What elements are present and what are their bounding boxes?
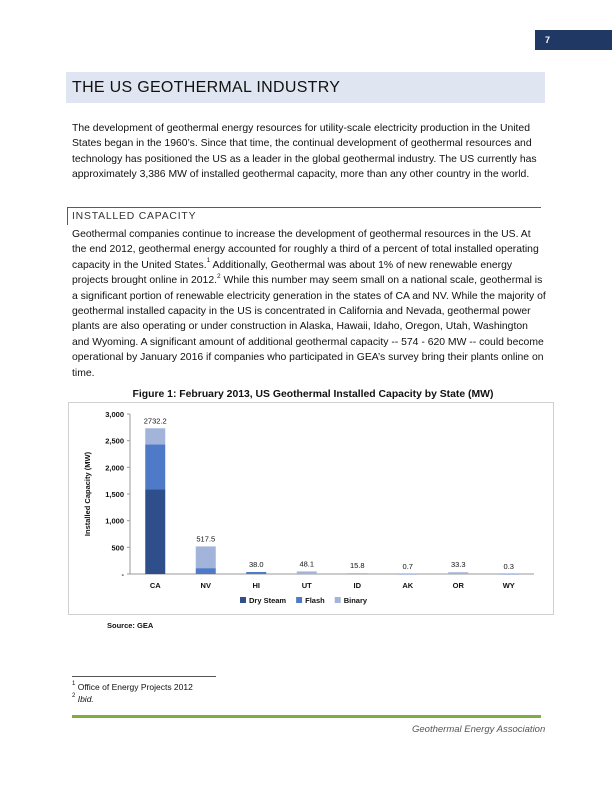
- section-rule: [67, 207, 541, 208]
- footnote-2: [72, 694, 94, 704]
- bar-segment-ca-binary: [145, 428, 165, 444]
- x-tick-label: WY: [502, 581, 515, 590]
- section-title: INSTALLED CAPACITY: [72, 211, 197, 222]
- footnote-1-text: Office of Energy Projects 2012: [77, 682, 193, 692]
- footnote-rule: [72, 676, 216, 677]
- footer-rule: [72, 715, 541, 718]
- bar-segment-ca-flash: [145, 444, 165, 489]
- bar-segment-nv-flash: [196, 568, 216, 574]
- footnote-1: [72, 682, 193, 692]
- data-label-hi: 38.0: [248, 559, 264, 569]
- y-tick-label: -: [121, 570, 124, 579]
- footnote-1-number: 1: [72, 681, 76, 688]
- bar-segment-ak-binary: [398, 574, 418, 575]
- bar-segment-wy-binary: [499, 574, 519, 575]
- intro-paragraph: The development of geothermal energy resources for utility-scale electricity production in the United States began in the 1960’s. Since that time, the continual development of geothermal resources and technology has positioned the US as a leader in the global geothermal industry. The US currently has approximately 3,386 MW of installed geothermal capacity, more than any other country in the world.: [72, 123, 537, 181]
- y-tick-label: 500: [111, 543, 124, 553]
- x-tick-label: HI: [252, 581, 260, 590]
- x-tick-label: AK: [402, 581, 414, 590]
- bar-segment-id-binary: [347, 573, 367, 574]
- section-text-c: While this number may seem small on a national scale, geothermal is a significant portion of renewable electricity generation in the states of CA and NV. While the majority of geothermal installed capacity in the US is concentrated in California and Nevada, geothermal power plants are also operating or under construction in Alaska, Hawaii, Idaho, Oregon, Utah, Washington and Wyoming. A significant amount of additional geothermal capacity -- 574 - 620 MW -- could become operational by January 2016 if companies who participated in GEA’s survey bring their plants online on time.: [72, 275, 546, 379]
- data-label-ca: 2732.2: [143, 416, 167, 426]
- y-axis-title: Installed Capacity (MW): [83, 451, 92, 537]
- footnote-2-text: Ibid.: [77, 694, 94, 704]
- figure-title: Figure 1: February 2013, US Geothermal Installed Capacity by State (MW): [132, 389, 494, 400]
- x-tick-label: ID: [353, 581, 361, 590]
- x-tick-label: OR: [452, 581, 464, 590]
- footnote-2-number: 2: [72, 693, 76, 700]
- page-title: THE US GEOTHERMAL INDUSTRY: [72, 79, 341, 96]
- y-tick-label: 2,500: [105, 436, 124, 446]
- y-tick-label: 2,000: [105, 463, 124, 473]
- data-label-id: 15.8: [349, 561, 365, 571]
- bar-segment-hi-flash: [246, 572, 266, 574]
- y-tick-label: 1,500: [105, 490, 124, 499]
- section-paragraph: [72, 227, 546, 381]
- bar-segment-ut-binary: [297, 571, 317, 574]
- data-label-ak: 0.7: [402, 561, 413, 571]
- legend-swatch-binary: [335, 597, 341, 603]
- section-text-b: Additionally, Geothermal was about 1% of new renewable energy projects brought online in 2012.: [72, 259, 513, 287]
- bar-segment-or-binary: [448, 572, 468, 574]
- x-tick-label: CA: [149, 581, 161, 590]
- page-number: 7: [545, 35, 551, 45]
- legend-label: Binary: [343, 596, 368, 605]
- x-tick-label: UT: [301, 581, 312, 590]
- section-rule-vertical: [67, 207, 68, 225]
- footnote-ref-1: 1: [206, 257, 211, 265]
- footnote-ref-2: 2: [217, 272, 221, 280]
- legend-label: Dry Steam: [249, 596, 287, 605]
- data-label-ut: 48.1: [299, 559, 315, 569]
- section-text-a: Geothermal companies continue to increase the development of geothermal resources in the US. At the end 2012, geothermal energy accounted for roughly a third of a percent of total installed operating capacity in the United States.: [72, 229, 539, 271]
- y-tick-label: 1,000: [105, 516, 124, 526]
- y-tick-label: 3,000: [105, 410, 124, 419]
- legend-swatch-dry-steam: [240, 597, 246, 603]
- capacity-chart: [68, 402, 552, 613]
- chart-source: Source: GEA: [107, 621, 154, 630]
- data-label-wy: 0.3: [503, 561, 514, 571]
- data-label-or: 33.3: [450, 560, 466, 570]
- legend-swatch-flash: [296, 597, 302, 603]
- data-label-nv: 517.5: [196, 534, 216, 544]
- x-tick-label: NV: [200, 581, 211, 590]
- legend-label: Flash: [305, 596, 325, 605]
- bar-segment-ca-dry-steam: [145, 489, 165, 574]
- footer-text: Geothermal Energy Association: [412, 724, 546, 735]
- bar-segment-nv-binary: [196, 546, 216, 568]
